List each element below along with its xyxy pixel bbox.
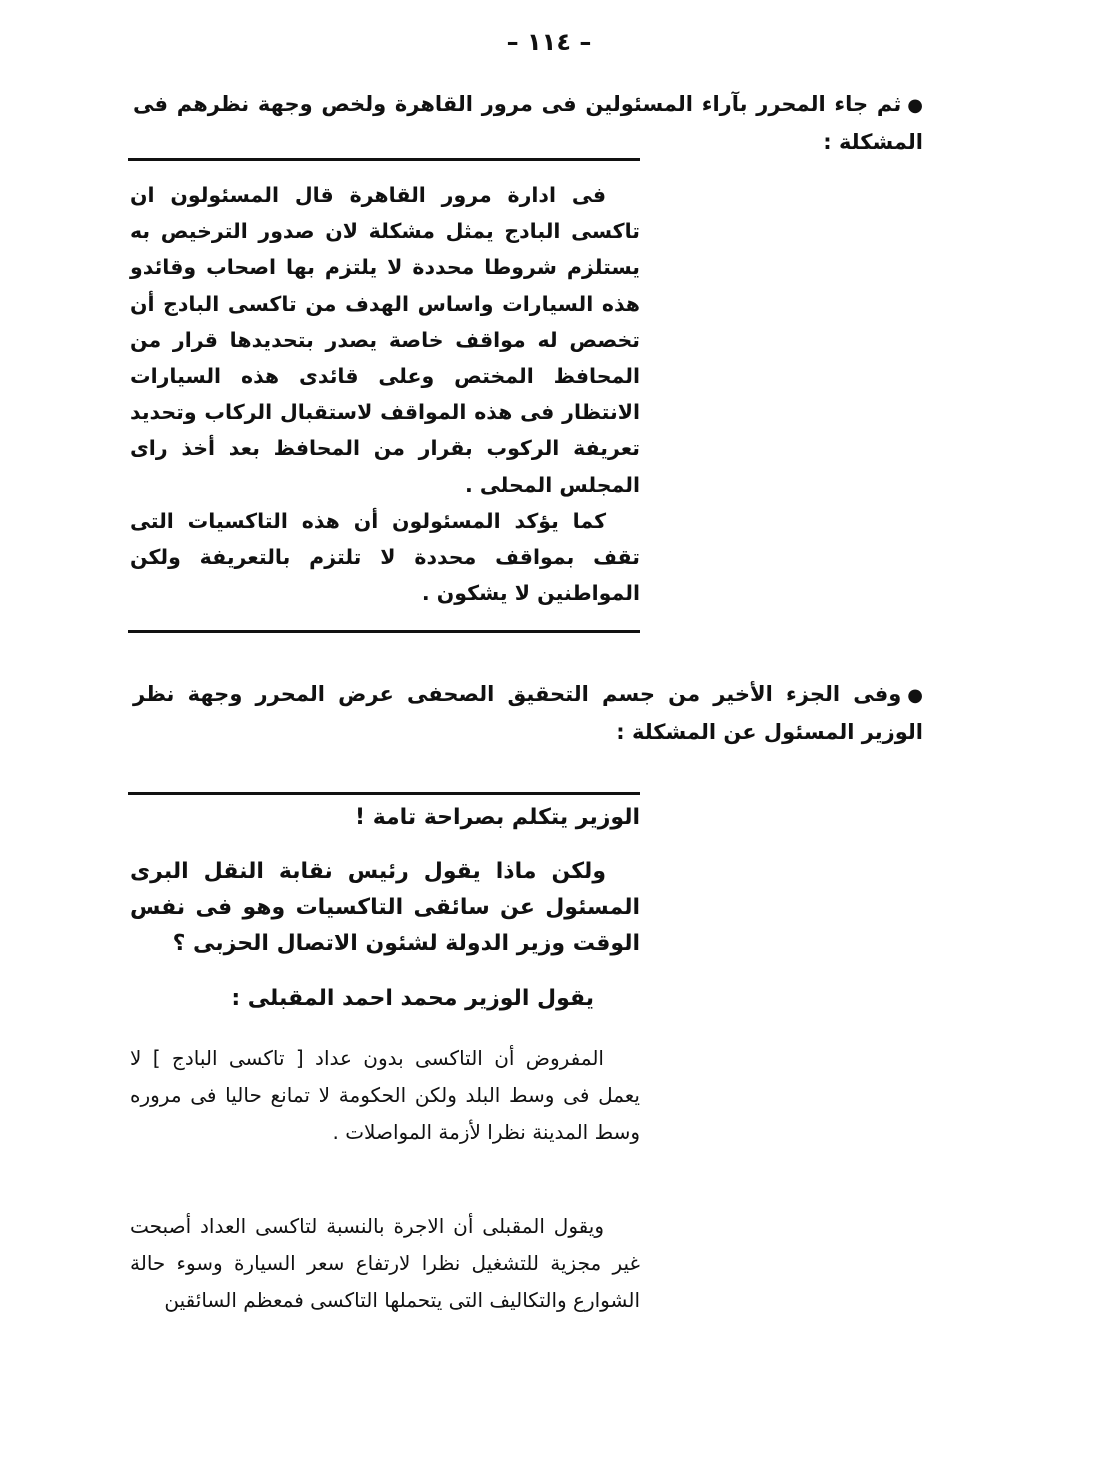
- minister-paragraph-2: [130, 1208, 640, 1319]
- question-text: ولكن ماذا يقول رئيس نقابة النقل البرى المسئول عن سائقى التاكسيات وهو فى نفس الوقت وزير الدولة لشئون الاتصال الحزبى ؟: [130, 859, 640, 956]
- minister-paragraph-1: [130, 1040, 640, 1151]
- intro-paragraph-2: [133, 676, 923, 750]
- bullet-icon: ●: [907, 685, 923, 706]
- section-top-rule: [128, 792, 640, 795]
- minister-text-1: المفروض أن التاكسى بدون عداد [ تاكسى البادج ] لا يعمل فى وسط البلد ولكن الحكومة لا تمانع حاليا فى مروره وسط المدينة نظرا لأزمة المواصلات .: [130, 1046, 640, 1144]
- page-number: – ١١٤ –: [506, 28, 592, 56]
- question-paragraph: [130, 854, 640, 962]
- intro-text-1: ثم جاء المحرر بآراء المسئولين فى مرور القاهرة ولخص وجهة نظرهم فى المشكلة :: [133, 92, 923, 154]
- minister-subheading: يقول الوزير محمد احمد المقبلى :: [231, 986, 594, 1011]
- intro-paragraph-1: [133, 86, 923, 160]
- minister-text-2: ويقول المقبلى أن الاجرة بالنسبة لتاكسى العداد أصبحت غير مجزية للتشغيل نظرا لارتفاع سعر السيارة وسوء حالة الشوارع والتكاليف التى يتحملها التاكسى فمعظم السائقين: [130, 1214, 640, 1312]
- section-heading: الوزير يتكلم بصراحة تامة !: [355, 805, 640, 830]
- intro-text-2: وفى الجزء الأخير من جسم التحقيق الصحفى عرض المحرر وجهة نظر الوزير المسئول عن المشكلة :: [133, 682, 923, 744]
- traffic-officials-box: [130, 177, 640, 611]
- bullet-icon: ●: [907, 95, 923, 116]
- box-paragraph-2: كما يؤكد المسئولون أن هذه التاكسيات التى تقف بمواقف محددة لا تلتزم بالتعريفة ولكن المواطنين لا يشكون .: [130, 508, 640, 606]
- box-bottom-rule: [128, 630, 640, 633]
- box-paragraph-1: فى ادارة مرور القاهرة قال المسئولون ان تاكسى البادج يمثل مشكلة لان صدور الترخيص به يستلزم شروطا محددة لا يلتزم بها اصحاب وقائدو هذه السيارات واساس الهدف من تاكسى البادج أن تخصص له مواقف خاصة يصدر بتحديدها قرار من المحافظ المختص وعلى قائدى هذه السيارات الانتظار فى هذه المواقف لاستقبال الركاب وتحديد تعريفة الركوب بقرار من المحافظ بعد أخذ راى المجلس المحلى .: [130, 183, 640, 497]
- box-top-rule: [128, 158, 640, 161]
